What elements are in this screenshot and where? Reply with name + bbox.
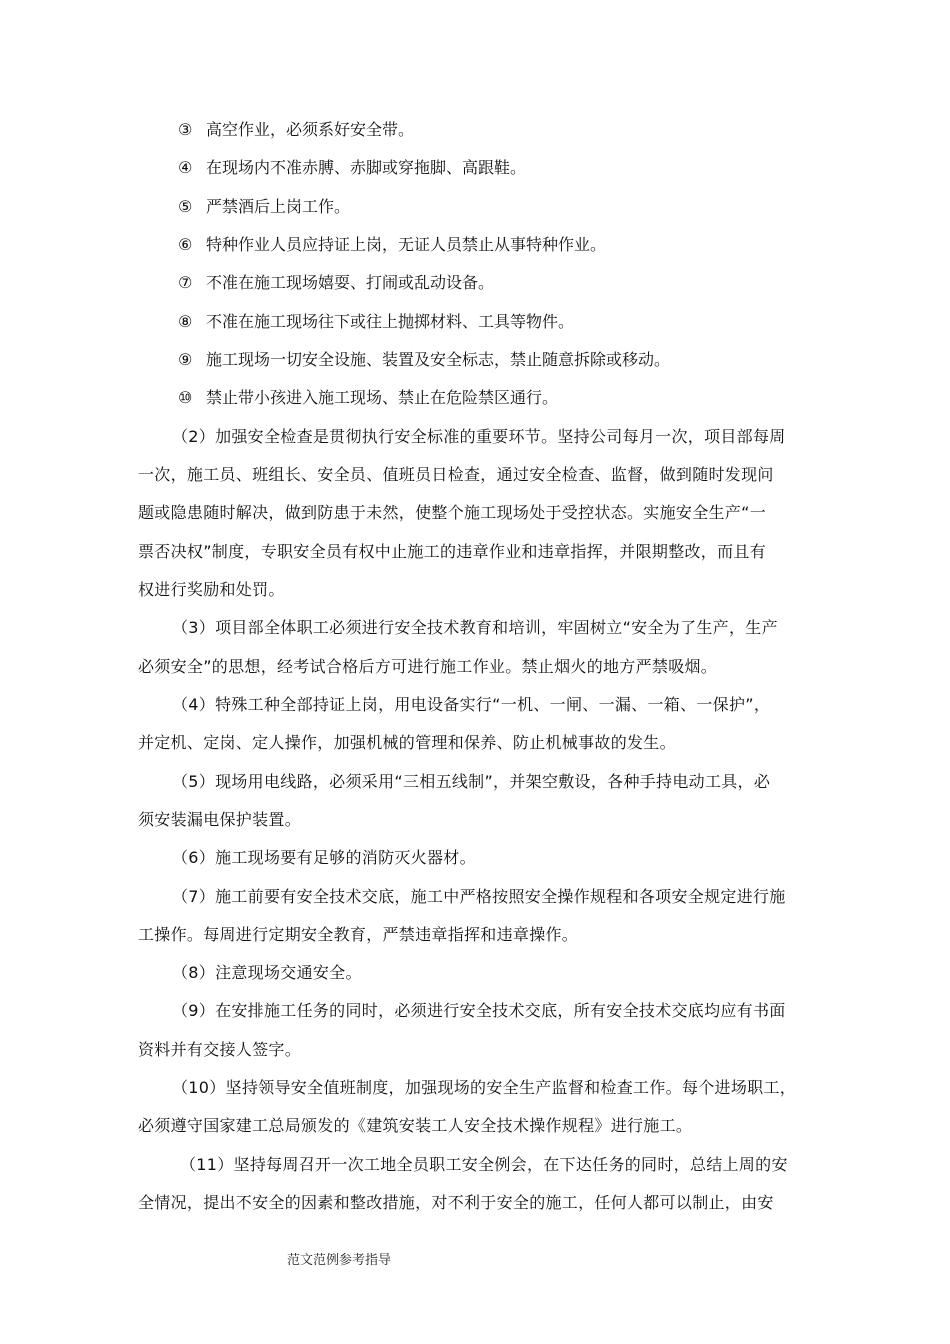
list-item-text: 不准在施工现场嬉耍、打闹或乱动设备。 <box>206 273 495 292</box>
paragraph-line: （5）现场用电线路，必须采用“三相五线制”，并架空敷设，各种手持电动工具，必 <box>172 772 771 791</box>
paragraph-line: 必须安全”的思想，经考试合格后方可进行施工作业。禁止烟火的地方严禁吸烟。 <box>138 657 718 676</box>
paragraph-line: 题或隐患随时解决，做到防患于未然，使整个施工现场处于受控状态。实施安全生产“一 <box>138 503 766 522</box>
list-item <box>178 234 606 256</box>
list-item-number: ⑧ <box>178 312 193 331</box>
paragraph-line: 票否决权”制度，专职安全员有权中止施工的违章作业和违章指挥，并限期整改，而且有 <box>138 542 766 561</box>
list-item-number: ③ <box>178 120 193 139</box>
paragraph-line: （11）坚持每周召开一次工地全员职工安全例会，在下达任务的同时，总结上周的安 <box>180 1155 788 1174</box>
list-item <box>178 119 414 141</box>
paragraph-line: （7）施工前要有安全技术交底，施工中严格按照安全操作规程和各项安全规定进行施 <box>172 887 786 906</box>
list-item-text: 施工现场一切安全设施、装置及安全标志，禁止随意拆除或移动。 <box>206 350 671 369</box>
list-item <box>178 387 558 409</box>
list-item <box>178 196 350 218</box>
paragraph-line: 须安装漏电保护装置。 <box>138 810 302 829</box>
list-item-text: 禁止带小孩进入施工现场、禁止在危险禁区通行。 <box>206 388 559 407</box>
paragraph-line: （9）在安排施工任务的同时，必须进行安全技术交底，所有安全技术交底均应有书面 <box>172 1001 786 1020</box>
paragraph-line: 资料并有交接人签字。 <box>138 1040 302 1059</box>
list-item <box>178 349 670 371</box>
list-item-number: ⑩ <box>178 388 193 407</box>
paragraph-line: 权进行奖励和处罚。 <box>138 580 285 599</box>
list-item-number: ④ <box>178 158 193 177</box>
list-item-number: ⑥ <box>178 235 193 254</box>
list-item <box>178 311 574 333</box>
list-item-text: 高空作业，必须系好安全带。 <box>206 120 415 139</box>
page-footer: 范文范例参考指导 <box>287 1253 392 1268</box>
paragraph-line: （10）坚持领导安全值班制度，加强现场的安全生产监督和检查工作。每个进场职工， <box>172 1078 797 1097</box>
paragraph-line: （3）项目部全体职工必须进行安全技术教育和培训，牢固树立“安全为了生产，生产 <box>172 618 778 637</box>
paragraph-line: 必须遵守国家建工总局颁发的《建筑安装工人安全技术操作规程》进行施工。 <box>138 1116 693 1135</box>
list-item-number: ⑨ <box>178 350 193 369</box>
paragraph-line: （8）注意现场交通安全。 <box>172 963 362 982</box>
list-item <box>178 157 526 179</box>
list-item-number: ⑤ <box>178 197 193 216</box>
list-item-number: ⑦ <box>178 273 193 292</box>
paragraph-line: 一次，施工员、班组长、安全员、值班员日检查，通过安全检查、监督，做到随时发现问 <box>138 465 774 484</box>
paragraph-line: （6）施工现场要有足够的消防灭火器材。 <box>172 848 476 867</box>
list-item-text: 在现场内不准赤膊、赤脚或穿拖脚、高跟鞋。 <box>206 158 527 177</box>
list-item-text: 严禁酒后上岗工作。 <box>206 197 351 216</box>
paragraph-line: （4）特殊工种全部持证上岗，用电设备实行“一机、一闸、一漏、一箱、一保护”， <box>172 695 771 714</box>
paragraph-line: 全情况，提出不安全的因素和整改措施，对不利于安全的施工，任何人都可以制止，由安 <box>138 1193 774 1212</box>
list-item-text: 特种作业人员应持证上岗，无证人员禁止从事特种作业。 <box>206 235 607 254</box>
paragraph-line: （2）加强安全检查是贯彻执行安全标准的重要环节。坚持公司每月一次，项目部每周 <box>172 427 786 446</box>
paragraph-line: 工操作。每周进行定期安全教育，严禁违章指挥和违章操作。 <box>138 925 579 944</box>
paragraph-line: 并定机、定岗、定人操作，加强机械的管理和保养、防止机械事故的发生。 <box>138 733 676 752</box>
list-item-text: 不准在施工现场往下或往上抛掷材料、工具等物件。 <box>206 312 575 331</box>
list-item <box>178 272 494 294</box>
